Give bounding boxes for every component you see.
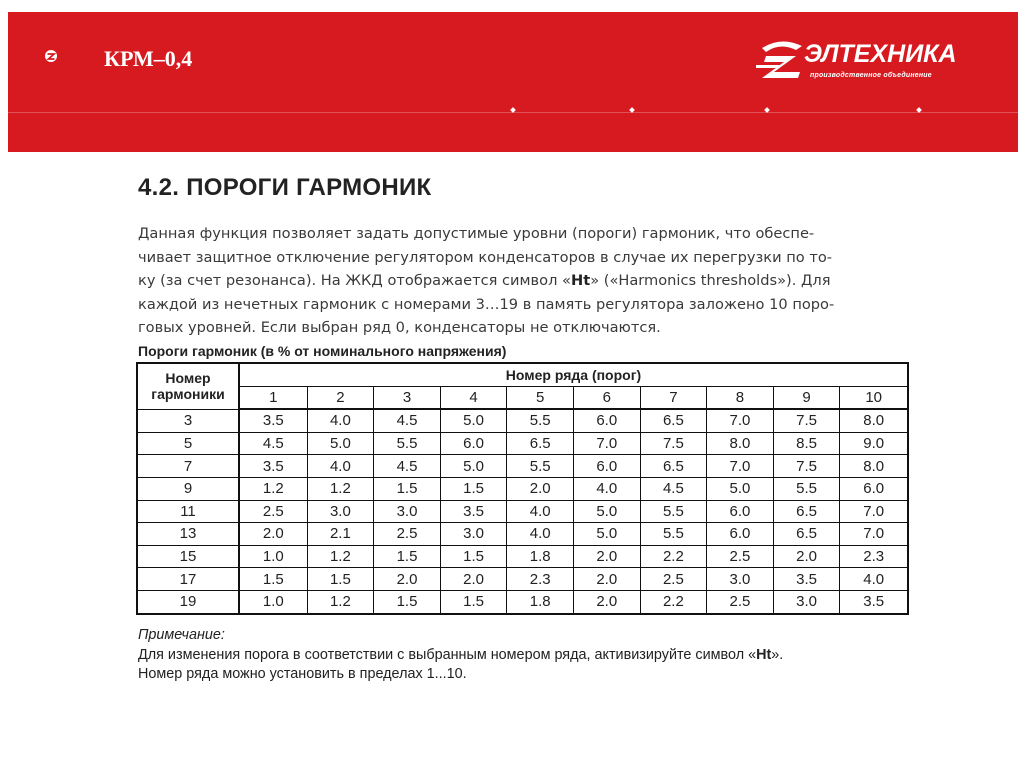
threshold-cell: 5.0	[440, 409, 507, 432]
slide-title: КРМ–0,4	[104, 46, 193, 71]
row-header-line: гармоники	[151, 386, 225, 403]
threshold-cell: 1.2	[307, 477, 374, 500]
note-title: Примечание:	[138, 627, 225, 643]
column-header: 7	[640, 386, 707, 409]
column-header: 1	[239, 386, 307, 409]
threshold-cell: 2.5	[374, 523, 441, 546]
threshold-cell: 2.2	[640, 545, 707, 568]
content	[0, 152, 1024, 768]
paragraph-line	[138, 269, 914, 293]
threshold-cell: 8.0	[840, 455, 908, 478]
threshold-cell: 8.0	[707, 432, 774, 455]
threshold-cell: 4.0	[573, 477, 640, 500]
threshold-cell: 1.8	[507, 545, 574, 568]
threshold-cell: 6.0	[440, 432, 507, 455]
threshold-cell: 7.5	[773, 409, 840, 432]
harmonic-number-cell: 5	[137, 432, 239, 455]
threshold-cell: 2.0	[239, 523, 307, 546]
threshold-cell: 6.0	[707, 500, 774, 523]
threshold-cell: 3.5	[840, 590, 908, 613]
threshold-cell: 2.3	[840, 545, 908, 568]
threshold-cell: 1.5	[374, 545, 441, 568]
threshold-cell: 1.5	[374, 590, 441, 613]
threshold-cell: 1.2	[239, 477, 307, 500]
table-row	[137, 455, 908, 478]
threshold-cell: 1.2	[307, 545, 374, 568]
threshold-cell: 4.5	[640, 477, 707, 500]
note	[138, 626, 783, 685]
threshold-cell: 5.5	[374, 432, 441, 455]
section-heading: 4.2. ПОРОГИ ГАРМОНИК	[138, 174, 432, 201]
threshold-cell: 2.5	[640, 568, 707, 591]
paragraph-line: чивает защитное отключение регулятором конденсаторов в случае их перегрузки по то-	[138, 248, 833, 266]
harmonic-number-cell: 7	[137, 455, 239, 478]
harmonic-number-cell: 15	[137, 545, 239, 568]
column-header: 6	[573, 386, 640, 409]
threshold-cell: 1.5	[374, 477, 441, 500]
threshold-cell: 4.5	[374, 455, 441, 478]
threshold-cell: 1.5	[239, 568, 307, 591]
threshold-cell: 6.0	[707, 523, 774, 546]
threshold-cell: 6.5	[773, 523, 840, 546]
description-paragraph	[138, 222, 914, 340]
note-line	[138, 646, 783, 666]
threshold-cell: 1.2	[307, 590, 374, 613]
harmonic-number-cell: 11	[137, 500, 239, 523]
threshold-cell: 6.5	[507, 432, 574, 455]
threshold-cell: 5.5	[507, 409, 574, 432]
threshold-cell: 8.0	[840, 409, 908, 432]
threshold-cell: 2.1	[307, 523, 374, 546]
threshold-cell: 2.2	[640, 590, 707, 613]
threshold-cell: 5.0	[307, 432, 374, 455]
threshold-cell: 5.5	[640, 523, 707, 546]
threshold-cell: 1.8	[507, 590, 574, 613]
threshold-cell: 3.0	[307, 500, 374, 523]
header-banner	[0, 0, 1024, 152]
threshold-cell: 3.5	[440, 500, 507, 523]
threshold-cell: 2.3	[507, 568, 574, 591]
threshold-cell: 1.5	[440, 590, 507, 613]
threshold-cell: 1.0	[239, 590, 307, 613]
group-header: Номер ряда (порог)	[239, 363, 908, 386]
threshold-cell: 4.5	[374, 409, 441, 432]
threshold-cell: 7.0	[840, 500, 908, 523]
company-logo-icon	[44, 49, 58, 63]
note-line-end: ».	[771, 646, 784, 663]
column-header: 3	[374, 386, 441, 409]
threshold-cell: 7.0	[840, 523, 908, 546]
threshold-cell: 6.5	[640, 455, 707, 478]
threshold-cell: 4.0	[507, 523, 574, 546]
row-header-line: Номер	[165, 370, 211, 387]
column-header: 2	[307, 386, 374, 409]
brand-subtitle: производственное объединение	[810, 72, 932, 79]
column-header: 10	[840, 386, 908, 409]
note-line: Номер ряда можно установить в пределах 1...10.	[138, 666, 467, 682]
threshold-cell: 5.0	[573, 500, 640, 523]
threshold-cell: 2.5	[707, 545, 774, 568]
threshold-cell: 3.0	[707, 568, 774, 591]
column-header: 8	[707, 386, 774, 409]
threshold-cell: 4.0	[507, 500, 574, 523]
threshold-cell: 2.0	[573, 545, 640, 568]
table-caption: Пороги гармоник (в % от номинального напряжения)	[138, 343, 507, 359]
threshold-cell: 7.0	[707, 455, 774, 478]
threshold-cell: 7.5	[640, 432, 707, 455]
brand-logo	[756, 38, 992, 86]
harmonics-table	[136, 362, 909, 615]
threshold-cell: 7.0	[707, 409, 774, 432]
column-header: 9	[773, 386, 840, 409]
column-header-row	[137, 386, 908, 409]
threshold-cell: 2.0	[507, 477, 574, 500]
column-header: 5	[507, 386, 574, 409]
threshold-cell: 5.5	[640, 500, 707, 523]
ht-symbol: Ht	[570, 272, 591, 289]
threshold-cell: 3.0	[374, 500, 441, 523]
threshold-cell: 1.0	[239, 545, 307, 568]
harmonic-number-cell: 3	[137, 409, 239, 432]
paragraph-line: каждой из нечетных гармоник с номерами 3…19 в память регулятора заложено 10 поро-	[138, 295, 835, 313]
threshold-cell: 2.0	[773, 545, 840, 568]
threshold-cell: 6.0	[840, 477, 908, 500]
threshold-cell: 5.0	[440, 455, 507, 478]
threshold-cell: 2.0	[573, 590, 640, 613]
threshold-cell: 7.0	[573, 432, 640, 455]
paragraph-line-start: ку (за счет резонанса). На ЖКД отображается символ «	[138, 272, 571, 289]
threshold-cell: 4.5	[239, 432, 307, 455]
threshold-cell: 1.5	[307, 568, 374, 591]
threshold-cell: 3.5	[773, 568, 840, 591]
threshold-cell: 6.0	[573, 455, 640, 478]
threshold-cell: 3.0	[440, 523, 507, 546]
threshold-cell: 2.0	[374, 568, 441, 591]
threshold-cell: 1.5	[440, 545, 507, 568]
threshold-cell: 3.5	[239, 455, 307, 478]
row-header-cell	[137, 363, 239, 409]
threshold-cell: 1.5	[440, 477, 507, 500]
threshold-cell: 4.0	[307, 455, 374, 478]
table-row	[137, 432, 908, 455]
harmonic-number-cell: 13	[137, 523, 239, 546]
harmonic-number-cell: 19	[137, 590, 239, 613]
table-row	[137, 523, 908, 546]
ht-symbol: Ht	[756, 646, 772, 663]
threshold-cell: 5.0	[707, 477, 774, 500]
table-row	[137, 409, 908, 432]
threshold-cell: 2.5	[239, 500, 307, 523]
threshold-cell: 4.0	[307, 409, 374, 432]
table-body	[137, 409, 908, 613]
threshold-cell: 9.0	[840, 432, 908, 455]
brand-mark-icon	[756, 38, 806, 84]
threshold-cell: 8.5	[773, 432, 840, 455]
brand-name: ЭЛТЕХНИКА	[804, 40, 957, 68]
threshold-cell: 2.0	[573, 568, 640, 591]
threshold-cell: 4.0	[840, 568, 908, 591]
threshold-cell: 6.0	[573, 409, 640, 432]
paragraph-line-end: » («Harmonics thresholds»). Для	[590, 272, 831, 289]
threshold-cell: 3.0	[773, 590, 840, 613]
table-row	[137, 477, 908, 500]
threshold-cell: 5.5	[507, 455, 574, 478]
threshold-cell: 2.5	[707, 590, 774, 613]
harmonic-number-cell: 17	[137, 568, 239, 591]
column-header: 4	[440, 386, 507, 409]
note-line-start: Для изменения порога в соответствии с выбранным номером ряда, активизируйте символ «	[138, 646, 757, 663]
threshold-cell: 6.5	[640, 409, 707, 432]
paragraph-line: говых уровней. Если выбран ряд 0, конденсаторы не отключаются.	[138, 319, 661, 336]
table-row	[137, 590, 908, 613]
harmonic-number-cell: 9	[137, 477, 239, 500]
threshold-cell: 5.5	[773, 477, 840, 500]
table-row	[137, 568, 908, 591]
threshold-cell: 6.5	[773, 500, 840, 523]
table-row	[137, 500, 908, 523]
threshold-cell: 7.5	[773, 455, 840, 478]
threshold-cell: 3.5	[239, 409, 307, 432]
paragraph-line: Данная функция позволяет задать допустимые уровни (пороги) гармоник, что обеспе-	[138, 225, 815, 242]
threshold-cell: 5.0	[573, 523, 640, 546]
threshold-cell: 2.0	[440, 568, 507, 591]
table-row	[137, 545, 908, 568]
